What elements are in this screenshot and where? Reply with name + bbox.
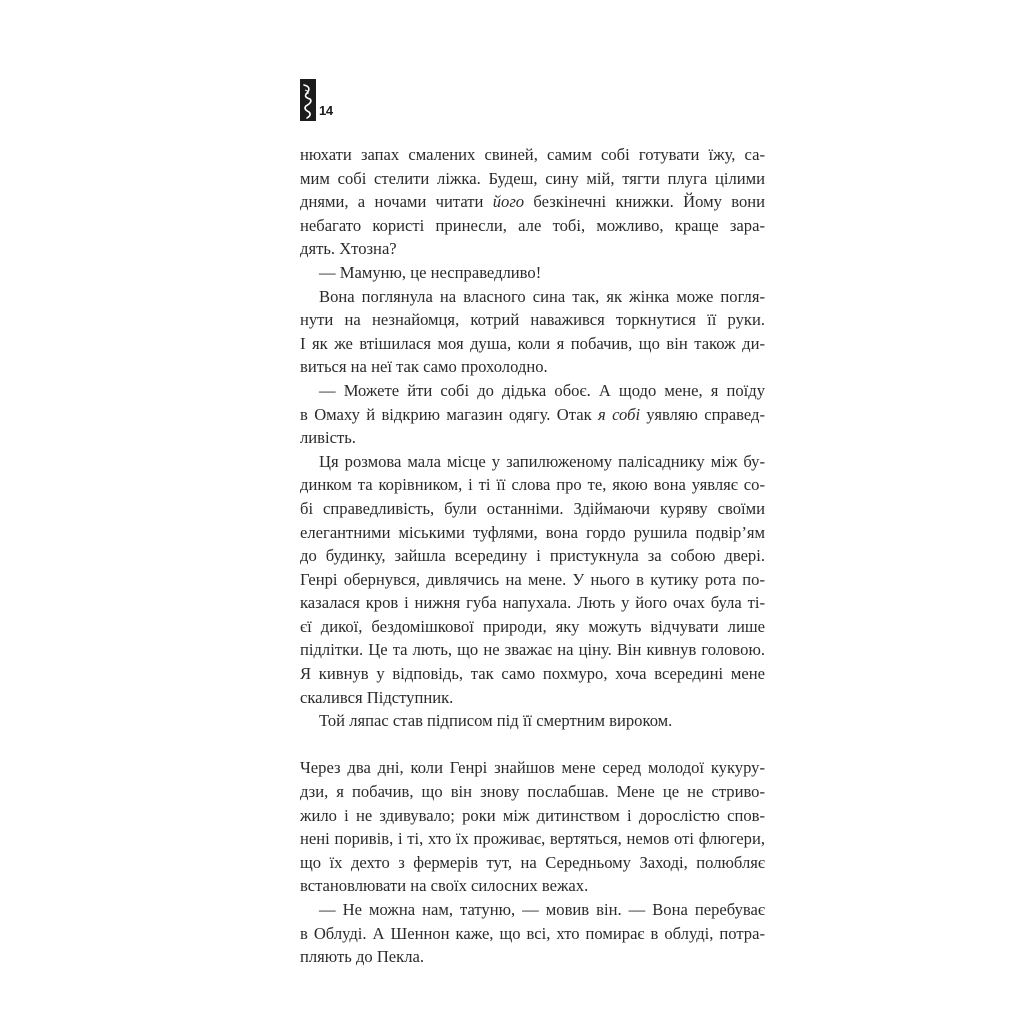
text-line: Вона поглянула на власного сина так, як жінка може погля- [319, 286, 765, 306]
text-line: підлітки. Це та лють, що не зважає на ціну. Він кивнув головою. [300, 640, 765, 660]
italic-emphasis: його [492, 192, 525, 212]
text-line: — Мамуню, це несправедливо! [319, 262, 542, 282]
text-line [300, 190, 765, 214]
text-line: в Облуді. А Шеннон каже, що всі, хто помирає в облуді, потра- [300, 923, 765, 943]
text-line: дять. Хтозна? [300, 239, 397, 259]
chapter-emblem-icon [300, 79, 316, 121]
page-number: 14 [319, 103, 333, 118]
text-fragment: уявляю справед- [640, 404, 765, 424]
text-line: мим собі стелити ліжка. Будеш, сину мій, тягти плуга цілими [300, 168, 765, 188]
text-line: Генрі обернувся, дивлячись на мене. У нього в кутику рота по- [300, 569, 765, 589]
text-fragment: безкінечні книжки. Йому вони [524, 192, 766, 212]
text-fragment: днями, а ночами читати [300, 192, 493, 212]
italic-emphasis: я собі [598, 404, 641, 424]
text-line: встановлювати на своїх силосних вежах. [300, 876, 589, 896]
text-line: Ця розмова мала місце у запилюженому палісаднику між бу- [319, 451, 765, 471]
text-line: Той ляпас став підписом під її смертним вироком. [319, 711, 673, 731]
text-line: ливість. [300, 428, 356, 448]
text-line: дзи, я побачив, що він знову послабшав. Мене це не стриво- [300, 782, 765, 802]
text-line: динком та корівником, і ті її слова про те, якою вона уявляє со- [300, 475, 765, 495]
text-line: жило і не здивувало; роки між дитинством і дорослістю спов- [300, 805, 765, 825]
text-line: що їх дехто з фермерів тут, на Середньому Заході, полюбляє [300, 852, 765, 872]
text-line: нути на незнайомця, котрий наважився торкнутися її руки. [300, 310, 765, 330]
text-line: виться на неї так само прохолодно. [300, 357, 548, 377]
text-line: до будинку, зайшла всередину і пристукнула за собою двері. [300, 546, 765, 566]
text-line: небагато користі принесли, але тобі, можливо, краще зара- [300, 215, 765, 235]
body-text [300, 143, 765, 969]
text-line: єї дикої, бездомішкової природи, яку можуть відчувати лише [300, 616, 765, 636]
text-line: елегантними міськими туфлями, вона гордо рушила подвір’ям [300, 522, 765, 542]
text-line: Через два дні, коли Генрі знайшов мене серед молодої кукуру- [300, 758, 765, 778]
text-fragment: в Омаху й відкрию магазин одягу. Отак [300, 404, 599, 424]
text-line: казалася кров і нижня губа напухала. Лють у його очах була ті- [300, 593, 765, 613]
text-line: нені поривів, і ті, хто їх проживає, вертяться, немов оті флюгери, [300, 829, 765, 849]
text-line: пляють до Пекла. [300, 947, 425, 967]
text-line: Я кивнув у відповідь, так само похмуро, хоча всередині мене [300, 664, 765, 684]
text-line: І як же втішилася моя душа, коли я побачив, що він також ди- [300, 333, 765, 353]
text-line: скалився Підступник. [300, 687, 454, 707]
text-line: — Не можна нам, татуню, — мовив він. — Вона перебуває [319, 900, 765, 919]
text-line: бі справедливість, були останніми. Здіймаючи куряву своїми [300, 498, 765, 518]
text-line [300, 403, 765, 427]
text-line: — Можете йти собі до дідька обоє. А щодо мене, я поїду [319, 380, 765, 400]
text-line: нюхати запах смалених свиней, самим собі готувати їжу, са- [300, 145, 765, 164]
